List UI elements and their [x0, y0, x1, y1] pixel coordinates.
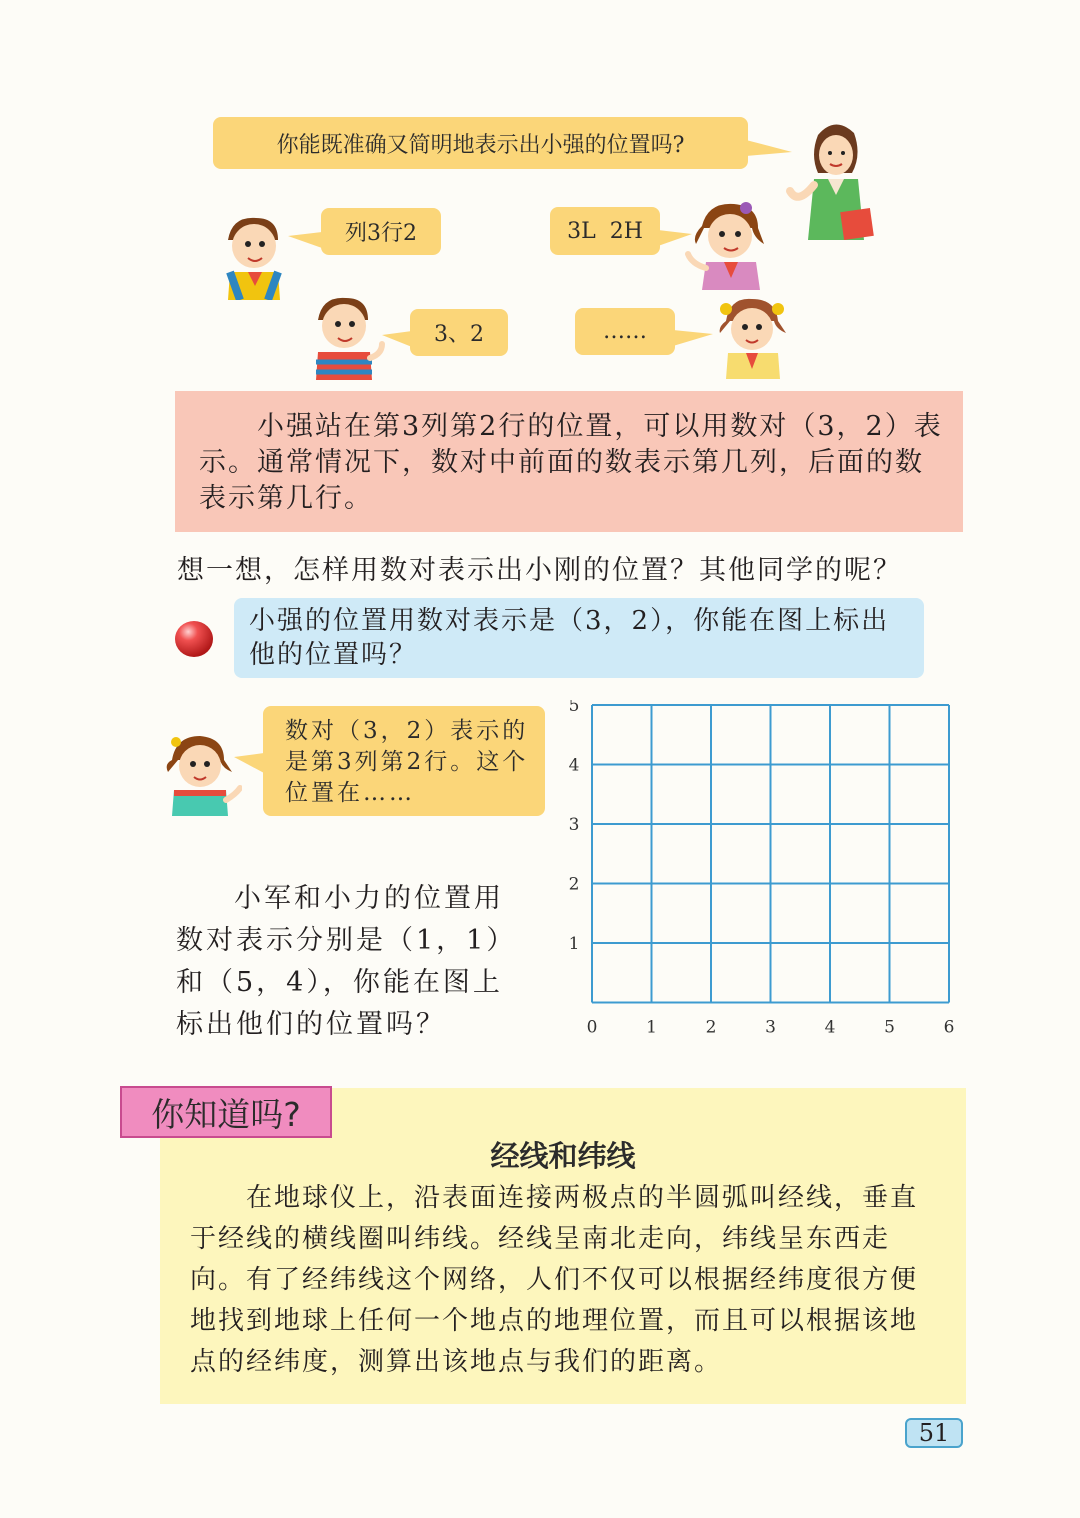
y-tick-label: 1	[568, 934, 580, 954]
page-number	[905, 1418, 963, 1448]
boy-1-bubble-tail	[288, 232, 322, 248]
girl-1-illustration	[684, 198, 770, 290]
boy-2-illustration	[306, 292, 386, 380]
boy-2-speech-bubble	[410, 309, 508, 356]
teacher-speech-bubble	[213, 117, 748, 169]
x-tick-label: 3	[765, 1017, 776, 1038]
task-2-text: 小军和小力的位置用数对表示分别是（1，1）和（5，4），你能在图上标出他们的位置吗？	[176, 883, 517, 1040]
girl-2-answer: ……	[603, 319, 647, 344]
girl-hint-bubble-tail	[234, 753, 264, 773]
teacher-speech-text: 你能既准确又简明地表示出小强的位置吗?	[276, 132, 685, 158]
girl-2-bubble-tail	[673, 330, 713, 346]
x-tick-label: 6	[943, 1017, 955, 1038]
page-number-text: 51	[918, 1419, 950, 1447]
y-tick-label: 4	[568, 755, 580, 776]
x-tick-label: 1	[646, 1017, 657, 1038]
did-you-know-body: 在地球仪上，沿表面连接两极点的半圆弧叫经线，垂直于经线的横线圈叫纬线。经线呈南北走向，纬线呈东西走向。有了经纬线这个网络，人们不仅可以根据经纬度很方便地找到地球上任何一个地点的地理位置，而且可以根据该地点的经纬度，测算出该地点与我们的距离。	[190, 1183, 919, 1377]
x-tick-label: 4	[824, 1017, 836, 1038]
x-tick-label: 5	[884, 1017, 895, 1038]
did-you-know-title: 经线和纬线	[490, 1139, 636, 1173]
coordinate-grid	[560, 700, 960, 1040]
teacher-illustration	[780, 115, 890, 245]
did-you-know-tab	[120, 1086, 332, 1138]
girl-hint-illustration	[160, 732, 242, 816]
boy-1-answer: 列3行2	[345, 221, 417, 246]
y-tick-label: 3	[568, 815, 580, 835]
girl-1-answer: 3L 2H	[567, 218, 643, 244]
girl-hint-bubble	[263, 706, 545, 816]
boy-1-illustration	[218, 212, 296, 300]
did-you-know-tab-label: 你知道吗?	[151, 1094, 301, 1134]
girl-2-illustration	[712, 293, 790, 379]
definition-box	[175, 391, 963, 532]
red-ball-icon	[173, 619, 215, 659]
task-1-box	[234, 598, 924, 678]
boy-2-bubble-tail	[382, 331, 412, 347]
think-question: 想一想，怎样用数对表示出小刚的位置？其他同学的呢？	[177, 555, 902, 586]
boy-2-answer: 3、2	[434, 322, 484, 347]
x-tick-label: 0	[586, 1017, 598, 1038]
girl-1-speech-bubble	[550, 207, 660, 255]
girl-hint-text: 数对（3，2）表示的是第3列第2行。这个位置在……	[285, 718, 529, 806]
boy-1-speech-bubble	[321, 208, 441, 255]
task-1-text: 小强的位置用数对表示是（3，2），你能在图上标出他的位置吗？	[249, 606, 890, 670]
y-tick-label: 5	[568, 700, 580, 716]
definition-text: 小强站在第3列第2行的位置，可以用数对（3，2）表示。通常情况下，数对中前面的数表示第几列，后面的数表示第几行。	[199, 411, 943, 514]
girl-2-speech-bubble	[575, 308, 675, 355]
x-tick-label: 2	[705, 1017, 717, 1038]
y-tick-label: 2	[568, 874, 580, 895]
